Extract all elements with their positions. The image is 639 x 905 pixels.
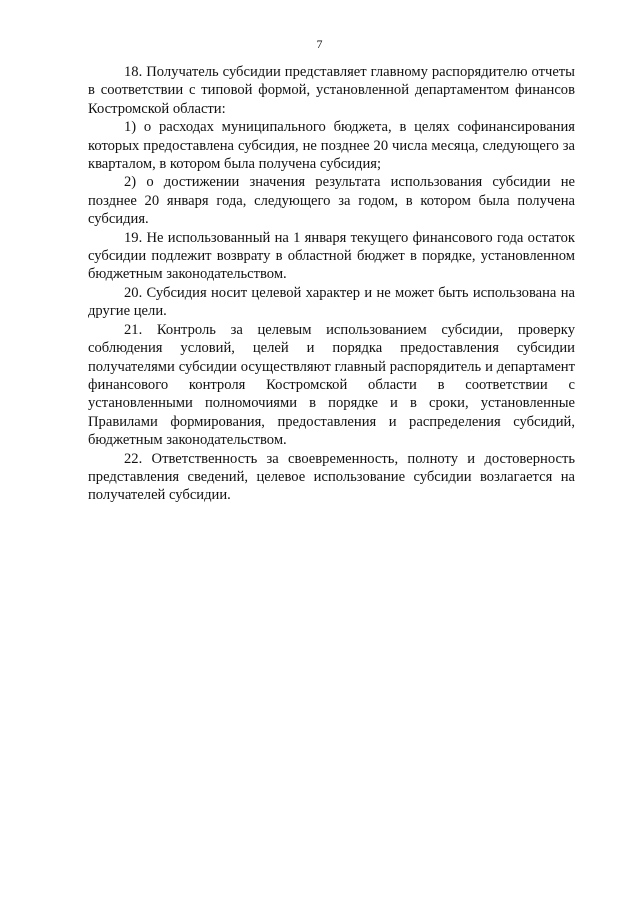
paragraph-18-item-1: 1) о расходах муниципального бюджета, в целях софинансирования которых предоставлена субсидия, не позднее 20 числа месяца, следующего за кварталом, в котором была получена субсидия;	[88, 119, 575, 173]
paragraph-22: 22. Ответственность за своевременность, полноту и достоверность представления сведений, целевое использование субсидии возлагается на получателей субсидии.	[88, 450, 575, 504]
paragraph-19: 19. Не использованный на 1 января текущего финансового года остаток субсидии подлежит возврату в областной бюджет в порядке, установленном бюджетным законодательством.	[88, 229, 575, 283]
page-number: 7	[316, 37, 323, 51]
paragraph-18: 18. Получатель субсидии представляет главному распорядителю отчеты в соответствии с типовой формой, установленной департаментом финансов Костромской области:	[88, 64, 575, 117]
paragraph-21: 21. Контроль за целевым использованием субсидии, проверку соблюдения условий, целей и порядка предоставления субсидии получателями субсидии осуществляют главный распорядитель и департамент финансового контроля Костромской области в соответствии с установленными полномочиями в порядке и в сроки, установленные Правилами формирования, предоставления и распределения субсидий, бюджетным законодательством.	[88, 321, 575, 449]
paragraph-18-item-2: 2) о достижении значения результата использования субсидии не позднее 20 января года, следующего за годом, в котором была получена субсидия.	[88, 174, 575, 228]
document-body	[88, 63, 575, 505]
paragraph-20: 20. Субсидия носит целевой характер и не может быть использована на другие цели.	[88, 284, 575, 320]
